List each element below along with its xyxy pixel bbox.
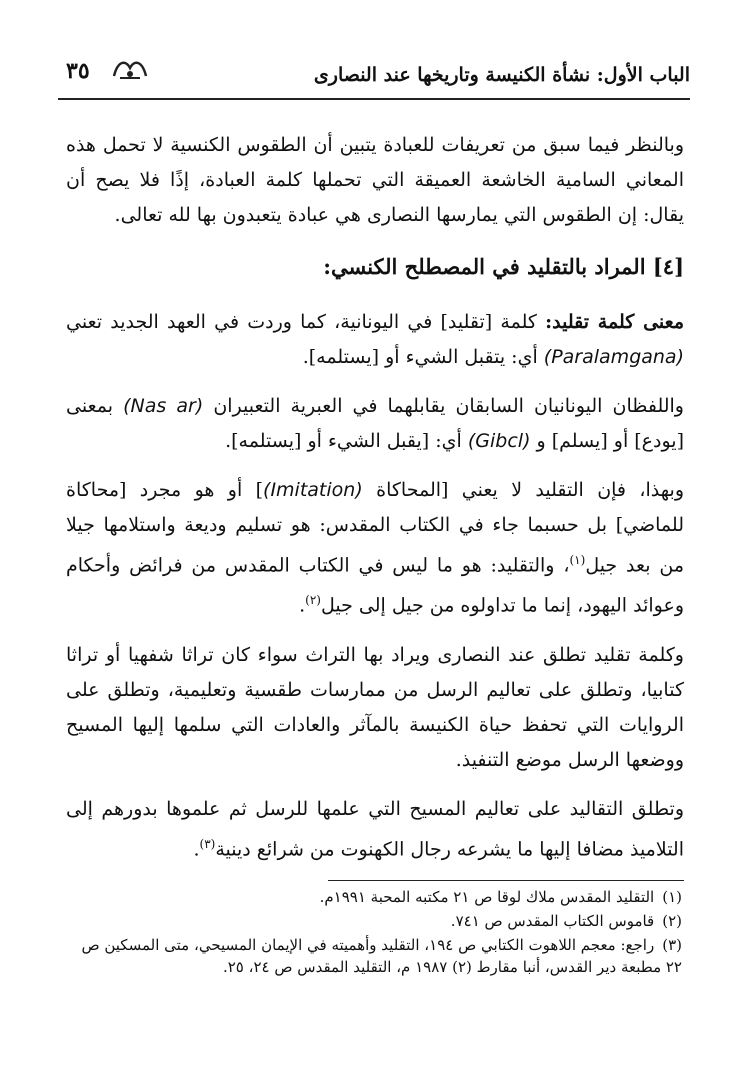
term-lead: معنى كلمة تقليد: (545, 311, 684, 333)
paragraph-1: وبالنظر فيما سبق من تعريفات للعبادة يتبين أن الطقوس الكنسية لا تحمل هذه المعاني السامية الخاشعة العميقة التي تحملها كلمة العبادة، إذًا فلا يصح أن يقال: إن الطقوس التي يمارسها النصارى هي عبادة يتعبدون بها لله تعالى. (66, 134, 684, 226)
latin-term-paralamgana: (Paralamgana) (543, 346, 684, 368)
footnote-number: (١) (662, 888, 682, 906)
section-heading: [٤] المراد بالتقليد في المصطلح الكنسي: (323, 254, 684, 279)
paragraph-6-text-a: وتطلق التقاليد على تعاليم المسيح التي علمها للرسل ثم علموها بدورهم إلى التلاميذ مضافا إليها ما يشرعه رجال الكهنوت من شرائع دينية (66, 797, 684, 860)
paragraph-6 (66, 792, 684, 867)
footnote-text: التقليد المقدس ملاك لوقا ص ٢١ مكتبه المحبة ١٩٩١م. (319, 888, 655, 906)
paragraph-2-text-a: كلمة [تقليد] في اليونانية، كما وردت في العهد الجديد تعني (66, 311, 546, 333)
paragraph-4 (66, 473, 684, 624)
latin-term-imitation: (Imitation) (263, 479, 363, 501)
paragraph-3-text-b: بمعنى [يودع] أو [يسلم] و (66, 395, 684, 452)
footnote-2 (70, 910, 682, 932)
chapter-title: الباب الأول: نشأة الكنيسة وتاريخها عند النصارى (313, 64, 690, 86)
ornament-icon (110, 56, 150, 82)
footnote-ref-2[interactable]: (٢) (305, 593, 321, 608)
footnotes (70, 886, 682, 980)
footnote-text: قاموس الكتاب المقدس ص ٧٤١. (450, 912, 655, 930)
footnote-text: راجع: معجم اللاهوت الكتابي ص ١٩٤، التقليد وأهميته في الإيمان المسيحي، متى المسكين ص ٢٢ مطبعة دير القدس، أنبا مقارط (٢) ١٩٨٧ م، التقليد المقدس ص ٢٤، ٢٥. (81, 936, 682, 976)
header-divider (58, 98, 690, 100)
footnote-3 (70, 934, 682, 978)
page-number: ٣٥ (66, 58, 90, 84)
latin-term-gibcl: (Gibcl) (467, 430, 531, 452)
paragraph-3-text-c: أي: [يقبل الشيء أو [يستلمه]. (225, 430, 468, 452)
paragraph-4-text-c: ، والتقليد: هو ما ليس في الكتاب المقدس من فرائض وأحكام وعوائد اليهود، إنما ما تداولوه من جيل إلى جيل (66, 554, 684, 617)
paragraph-4-text-a: وبهذا، فإن التقليد لا يعني [المحاكاة (362, 479, 684, 501)
paragraph-3-text-a: واللفظان اليونانيان السابقان يقابلهما في العبرية التعبيران (203, 395, 684, 417)
paragraph-4-text-d: . (299, 594, 306, 617)
paragraph-6-text-b: . (193, 837, 200, 860)
footnote-ref-1[interactable]: (١) (569, 553, 586, 567)
footnote-number: (٣) (662, 936, 682, 954)
running-header (58, 54, 690, 98)
footnote-number: (٢) (662, 912, 682, 930)
paragraph-3 (66, 389, 684, 459)
footnote-divider (328, 880, 684, 881)
paragraph-5: وكلمة تقليد تطلق عند النصارى ويراد بها التراث سواء كان تراثا شفهيا أو تراثا كتابيا، وتطلق على تعاليم الرسل من ممارسات طقسية وتعليمية، وتطلق على الروايات التي تحفظ حياة الكنيسة بالمآثر والعادات التي سلمها إليها المسيح ووضعها الرسل موضع التنفيذ. (66, 643, 684, 771)
paragraph-2-text-b: أي: يتقبل الشيء أو [يستلمه]. (302, 346, 544, 368)
footnote-1 (70, 886, 682, 908)
latin-term-nasar: (Nas ar) (123, 395, 204, 417)
main-text (66, 128, 684, 881)
paragraph-4-text-b: ] أو هو مجرد [محاكاة للماضي] بل حسبما جاء في الكتاب المقدس: هو تسليم وديعة واستلامها جيلا من بعد جيل (66, 479, 685, 577)
footnote-ref-3[interactable]: (٣) (199, 836, 216, 851)
paragraph-2 (66, 305, 684, 375)
